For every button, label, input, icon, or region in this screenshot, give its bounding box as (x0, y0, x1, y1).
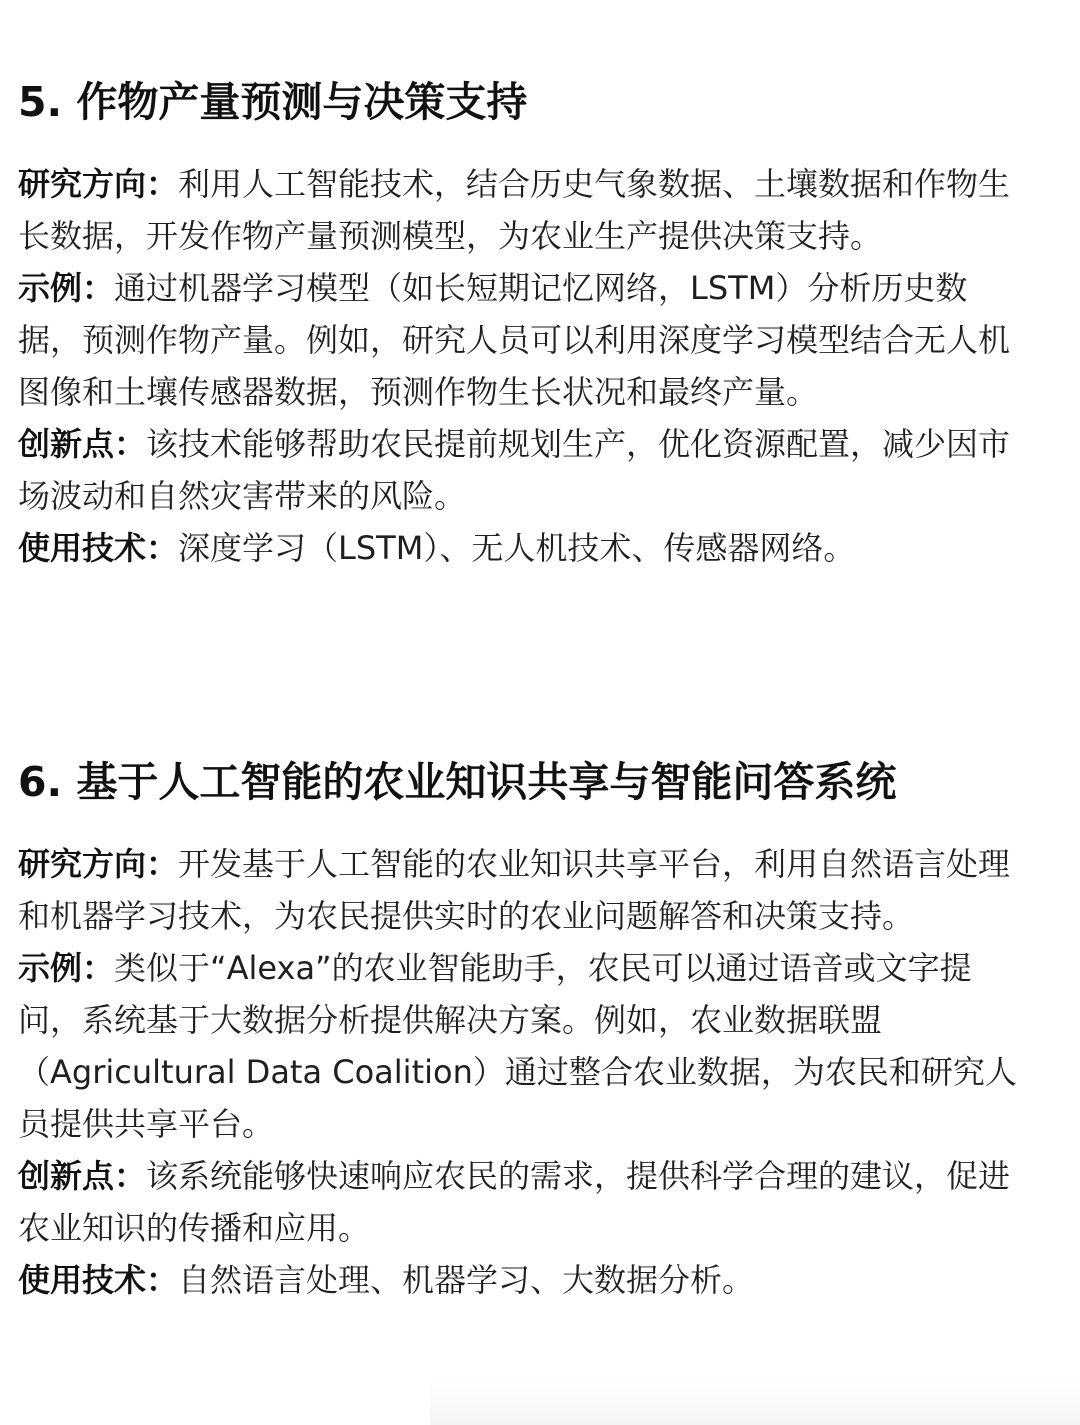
section-6-title: 6. 基于人工智能的农业知识共享与智能问答系统 (18, 758, 897, 806)
section-5-innovation (18, 418, 1018, 522)
innovation-text: 该技术能够帮助农民提前规划生产，优化资源配置，减少因市场波动和自然灾害带来的风险。 (18, 425, 1011, 515)
innovation-label: 创新点： (18, 1157, 147, 1195)
section-6-innovation (18, 1150, 1018, 1254)
technology-text: 深度学习（LSTM）、无人机技术、传感器网络。 (178, 529, 856, 567)
example-text: 通过机器学习模型（如长短期记忆网络，LSTM）分析历史数据，预测作物产量。例如，研究人员可以利用深度学习模型结合无人机图像和土壤传感器数据，预测作物生长状况和最终产量。 (18, 269, 1011, 411)
section-5-body (18, 158, 1018, 574)
section-5-technology (18, 522, 1018, 574)
research-direction-label: 研究方向： (18, 845, 179, 883)
example-text: 类似于“Alexa”的农业智能助手，农民可以通过语音或文字提问，系统基于大数据分析提供解决方案。例如，农业数据联盟（Agricultural Data Coalition）通过整合农业数据，为农民和研究人员提供共享平台。 (18, 949, 1017, 1143)
section-5-research-direction (18, 158, 1018, 262)
research-direction-text: 利用人工智能技术，结合历史气象数据、土壤数据和作物生长数据，开发作物产量预测模型，为农业生产提供决策支持。 (18, 165, 1011, 255)
innovation-text: 该系统能够快速响应农民的需求，提供科学合理的建议，促进农业知识的传播和应用。 (18, 1157, 1011, 1247)
research-direction-text: 开发基于人工智能的农业知识共享平台，利用自然语言处理和机器学习技术，为农民提供实时的农业问题解答和决策支持。 (18, 845, 1011, 935)
example-label: 示例： (18, 269, 115, 307)
research-direction-label: 研究方向： (18, 165, 179, 203)
section-6-body (18, 838, 1018, 1306)
section-5-title: 5. 作物产量预测与决策支持 (18, 78, 528, 126)
section-6-example (18, 942, 1018, 1150)
section-6-research-direction (18, 838, 1018, 942)
technology-text: 自然语言处理、机器学习、大数据分析。 (178, 1261, 755, 1299)
technology-label: 使用技术： (18, 529, 179, 567)
example-label: 示例： (18, 949, 115, 987)
section-5-example (18, 262, 1018, 418)
bottom-fade-overlay (430, 1380, 1080, 1425)
section-6-technology (18, 1254, 1018, 1306)
innovation-label: 创新点： (18, 425, 147, 463)
technology-label: 使用技术： (18, 1261, 179, 1299)
